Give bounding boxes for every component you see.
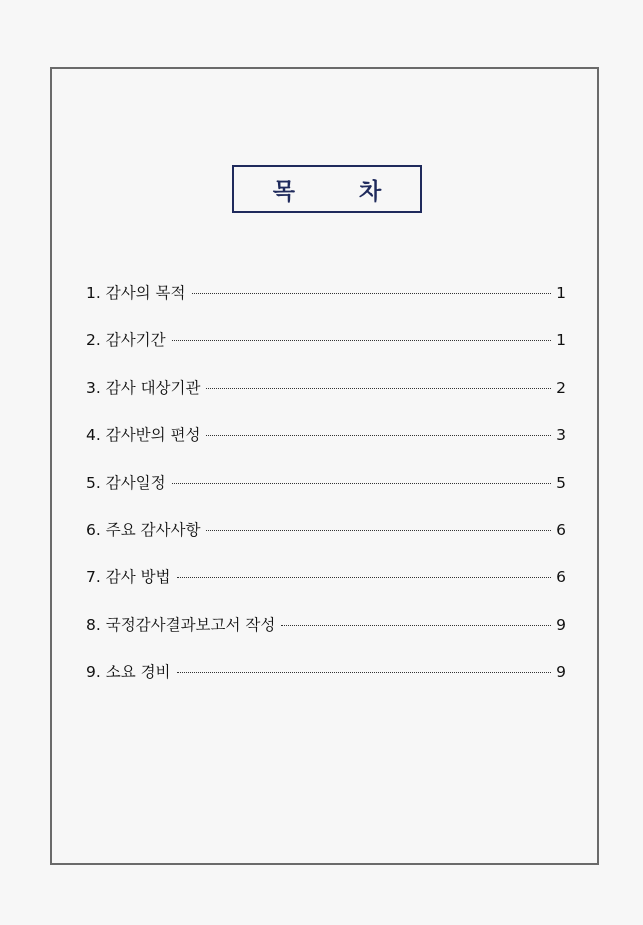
toc-dot-leader <box>206 435 551 436</box>
toc-dot-leader <box>281 625 551 626</box>
toc-entry-label: 1. 감사의 목적 <box>86 284 186 302</box>
toc-entry-label: 8. 국정감사결과보고서 작성 <box>86 615 276 634</box>
toc-entry-label: 4. 감사반의 편성 <box>86 426 201 445</box>
toc-dot-leader <box>172 483 551 484</box>
toc-entry-1[interactable] <box>86 281 566 328</box>
toc-entry-page: 9 <box>556 615 566 634</box>
toc-entry-6[interactable] <box>86 518 566 565</box>
toc-title-box <box>232 165 422 213</box>
document-page <box>50 67 599 865</box>
toc-entry-label: 7. 감사 방법 <box>86 568 171 587</box>
toc-entry-8[interactable] <box>86 613 566 660</box>
toc-title-char-1: 목 <box>272 178 295 205</box>
toc-entry-9[interactable] <box>86 660 566 707</box>
toc-dot-leader <box>206 530 551 531</box>
toc-title-char-2: 차 <box>359 178 382 205</box>
table-of-contents <box>86 281 566 708</box>
toc-entry-4[interactable] <box>86 423 566 470</box>
toc-dot-leader <box>172 340 551 341</box>
toc-entry-page: 6 <box>556 520 566 539</box>
toc-entry-2[interactable] <box>86 328 566 375</box>
toc-entry-3[interactable] <box>86 376 566 423</box>
toc-entry-page: 9 <box>556 663 566 682</box>
toc-entry-label: 6. 주요 감사사항 <box>86 520 201 539</box>
toc-dot-leader <box>206 388 551 389</box>
toc-entry-page: 1 <box>556 331 566 350</box>
toc-dot-leader <box>192 293 551 294</box>
toc-entry-page: 1 <box>556 284 566 302</box>
toc-entry-label: 3. 감사 대상기관 <box>86 378 201 397</box>
toc-dot-leader <box>177 577 551 578</box>
toc-entry-5[interactable] <box>86 471 566 518</box>
toc-entry-label: 2. 감사기간 <box>86 331 166 350</box>
toc-entry-page: 5 <box>556 473 566 492</box>
toc-entry-label: 5. 감사일정 <box>86 473 166 492</box>
toc-entry-label: 9. 소요 경비 <box>86 663 171 682</box>
toc-dot-leader <box>177 672 551 673</box>
toc-entry-page: 3 <box>556 426 566 445</box>
toc-entry-page: 6 <box>556 568 566 587</box>
toc-entry-page: 2 <box>556 378 566 397</box>
toc-entry-7[interactable] <box>86 565 566 612</box>
